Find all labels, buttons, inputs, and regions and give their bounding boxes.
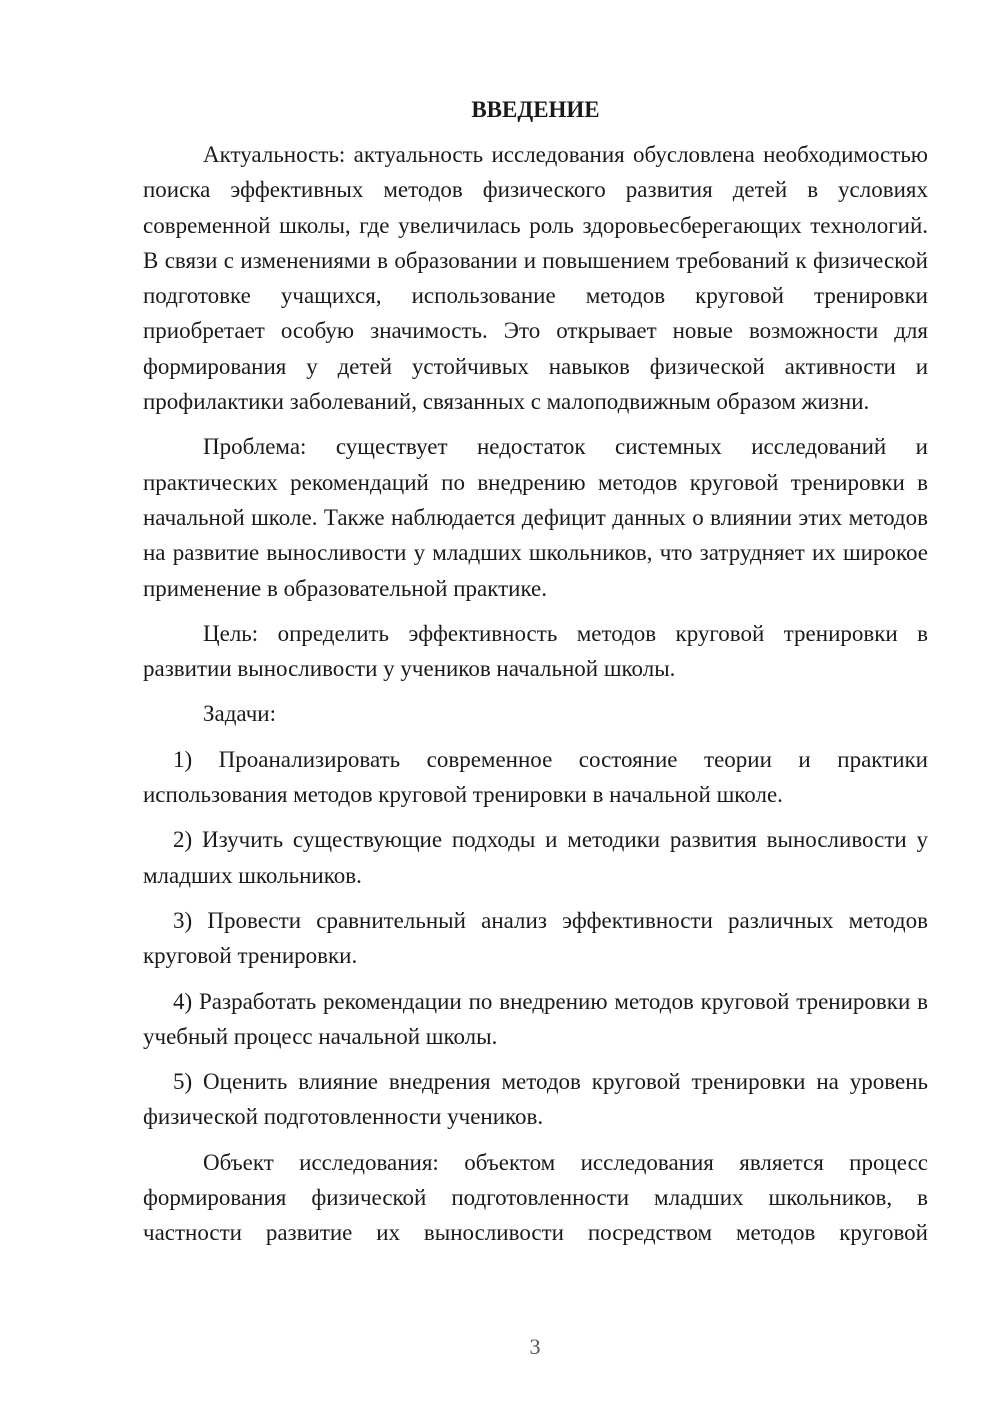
paragraph-tasks-heading: Задачи: — [203, 701, 276, 727]
section-title: ВВЕДЕНИЕ — [471, 97, 600, 122]
task-item-2: 2) Изучить существующие подходы и методики развития выносливости у младших школьников. — [143, 827, 928, 888]
paragraph-relevance: Актуальность: актуальность исследования обусловлена необходимостью поиска эффективных методов физического развития детей в условиях современной школы, где увеличилась роль здоровьесберегающих технологий. В связи с изменениями в образовании и повышением требований к физической подготовке учащихся, использование методов круговой тренировки приобретает особую значимость. Это открывает новые возможности для формирования у детей устойчивых навыков физической активности и профилактики заболеваний, связанных с малоподвижным образом жизни. — [143, 142, 928, 415]
task-item-1: 1) Проанализировать современное состояние теории и практики использования методов круговой тренировки в начальной школе. — [143, 746, 928, 808]
task-item-5: 5) Оценить влияние внедрения методов круговой тренировки на уровень физической подготовленности учеников. — [143, 1069, 928, 1130]
paragraph-problem: Проблема: существует недостаток системных исследований и практических рекомендаций по внедрению методов круговой тренировки в начальной школе. Также наблюдается дефицит данных о влиянии этих методов на развитие выносливости у младших школьников, что затрудняет их широкое применение в образовательной практике. — [143, 434, 928, 601]
paragraph-goal: Цель: определить эффективность методов круговой тренировки в развитии выносливости у учеников начальной школы. — [143, 620, 928, 682]
document-page — [143, 95, 928, 1261]
task-item-4: 4) Разработать рекомендации по внедрению методов круговой тренировки в учебный процесс начальной школы. — [143, 988, 928, 1049]
paragraph-research-object: Объект исследования: объектом исследования является процесс формирования физической подготовленности младших школьников, в частности развитие их выносливости посредством методов круговой — [143, 1149, 928, 1246]
task-item-3: 3) Провести сравнительный анализ эффективности различных методов круговой тренировки. — [143, 907, 928, 969]
page-number: 3 — [529, 1334, 541, 1359]
